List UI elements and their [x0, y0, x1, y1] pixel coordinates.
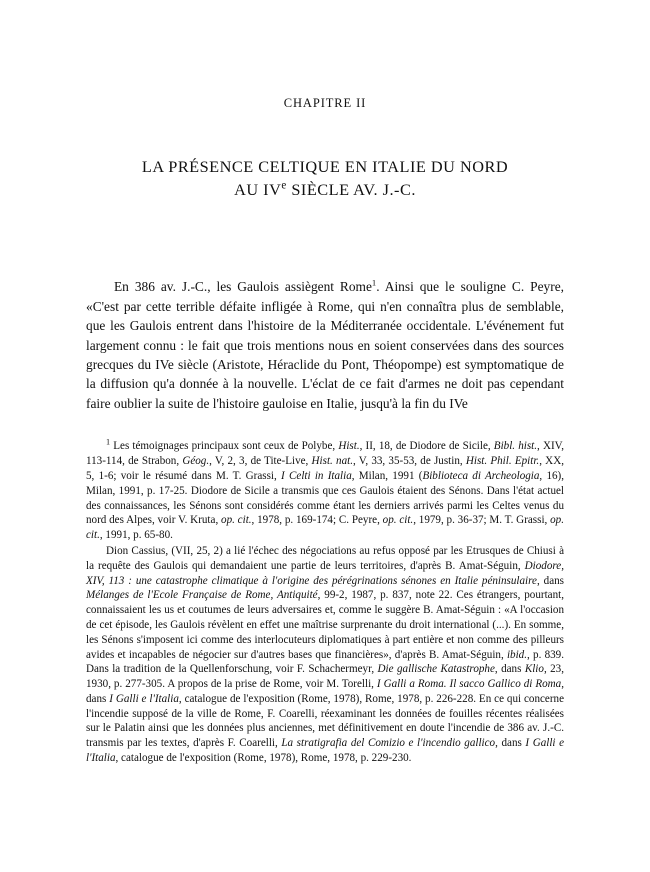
footnote-marker-1: 1	[106, 437, 111, 447]
footnote-item-2	[86, 544, 564, 766]
footnote-text-1: Les témoignages principaux sont ceux de Polybe, Hist., II, 18, de Diodore de Sicile, Bibl. hist., XIV, 113-114, de Strabon, Géog., V, 2, 3, de Tite-Live, Hist. nat., V, 33, 35-53, de Justin, Hist. Phil. Epitr., XX, 5, 1-6; voir le résumé dans M. T. Grassi, I Celti in Italia, Milan, 1991 (Biblioteca di Archeologia, 16), Milan, 1991, p. 17-25. Diodore de Sicile a transmis que ces Gaulois étaient des Sénons. Dans l'état actuel des connaissances, les Sénons sont considérés comme étant les derniers arrivés parmi les Celtes venus du nord des Alpes, voir V. Kruta, op. cit., 1978, p. 169-174; C. Peyre, op. cit., 1979, p. 36-37; M. T. Grassi, op. cit., 1991, p. 65-80.	[86, 440, 565, 542]
footnote-item-1	[86, 439, 564, 543]
footnote-text-2: Dion Cassius, (VII, 25, 2) a lié l'échec des négociations au refus opposé par les Etrusques de Chiusi à la requête des Gaulois qui demandaient une partie de leurs territoires, d'après B. Amat-Séguin, Diodore, XIV, 113 : une catastrophe climatique à l'origine des pérégrinations sénones en Italie péninsulaire, dans Mélanges de l'Ecole Française de Rome, Antiquité, 99-2, 1987, p. 837, note 22. Ces étrangers, pourtant, connaissaient les us et coutumes de leurs adversaires et, comme le suggère B. Amat-Séguin : «A l'occasion de cet épisode, les Gaulois révèlent en effet une maîtrise surprenante du droit international (...). En somme, les Sénons s'imposent ici comme des interlocuteurs diplomatiques à part entière et non comme des pilleurs avides et incapables de négocier sur d'autres bases que financières», d'après B. Amat-Séguin, ibid., p. 839. Dans la tradition de la Quellenforschung, voir F. Schachermeyr, Die gallische Katastrophe, dans Klio, 23, 1930, p. 277-305. A propos de la prise de Rome, voir M. Torelli, I Galli a Roma. Il sacco Gallico di Roma, dans I Galli e l'Italia, catalogue de l'exposition (Rome, 1978), Rome, 1978, p. 226-228. En ce qui concerne l'incendie supposé de la ville de Rome, F. Coarelli, réexaminant les données de fouilles récentes réalisées sur le Palatin ainsi que les données plus anciennes, met définitivement en doute l'incendie de 386 av. J.-C. transmis par les textes, d'après F. Coarelli, La stratigrafia del Comizio e l'incendio gallico, dans I Galli e l'Italia, catalogue de l'exposition (Rome, 1978), Rome, 1978, p. 229-230.	[86, 544, 565, 765]
page-title-line-2-pre: AU IV	[234, 180, 282, 200]
page-title-line-1: LA PRÉSENCE CELTIQUE EN ITALIE DU NORD	[141, 157, 509, 176]
body-paragraph	[86, 277, 564, 413]
body-paragraph-start: En 386 av. J.-C., les Gaulois assiègent Rome	[114, 279, 372, 295]
chapter-label: CHAPITRE II	[283, 96, 367, 110]
footnote-reference-1[interactable]: 1	[371, 277, 377, 288]
page-title-ordinal-suffix: e	[281, 179, 287, 192]
page-title-line-2	[86, 178, 564, 201]
footnotes	[86, 439, 564, 766]
page-title-line-2-post: SIÈCLE AV. J.-C.	[286, 180, 416, 200]
body-paragraph-rest: . Ainsi que le souligne C. Peyre, «C'est par cette terrible défaite infligée à Rome, qui n'en connaîtra plus de semblable, que les Gaulois entrent dans l'histoire de la Méditerranée occidentale. L'événement fut largement connu : le fait que trois mentions nous en soient conservées dans des sources grecques du IVe siècle (Aristote, Héraclide du Pont, Théopompe) est symptomatique de la diffusion qu'a donnée à la nouvelle. L'éclat de ce fait d'armes ne doit pas cependant faire oublier la suite de l'histoire gauloise en Italie, jusqu'à la fin du IVe	[86, 279, 564, 411]
page-title	[86, 155, 564, 201]
